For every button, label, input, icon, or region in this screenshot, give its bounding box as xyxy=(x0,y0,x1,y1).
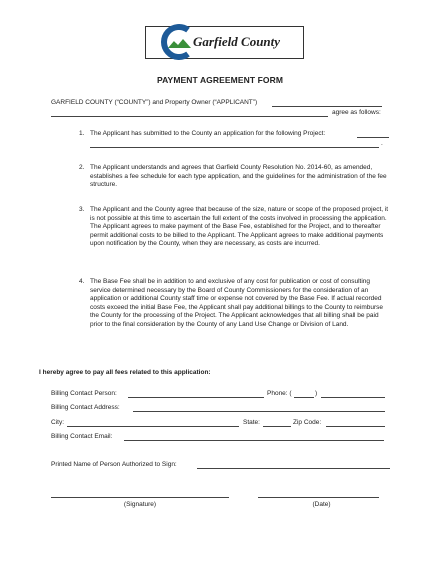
county-c-logo-icon xyxy=(160,22,194,62)
project-blank-1[interactable] xyxy=(357,137,389,138)
logo-text: Garfield County xyxy=(193,34,281,49)
city-field[interactable] xyxy=(67,426,239,427)
project-blank-2[interactable] xyxy=(90,147,379,148)
state-field[interactable] xyxy=(263,426,291,427)
signature-field[interactable] xyxy=(51,497,229,498)
intro-line-1: GARFIELD COUNTY (“COUNTY”) and Property Owner (“APPLICANT”) xyxy=(51,99,258,106)
intro-line-2-end: agree as follows: xyxy=(332,109,381,116)
billing-contact-address-label: Billing Contact Address: xyxy=(51,404,120,411)
printed-name-field[interactable] xyxy=(197,468,390,469)
item-3-number: 3. xyxy=(79,206,85,213)
billing-contact-email-label: Billing Contact Email: xyxy=(51,433,113,440)
item-1-text: The Applicant has submitted to the County an application for the following Project: xyxy=(90,130,326,137)
signature-label: (Signature) xyxy=(123,501,157,508)
state-label: State: xyxy=(243,419,260,426)
item-1-period: . xyxy=(381,140,383,147)
item-4-number: 4. xyxy=(79,278,85,285)
intro-blank-2[interactable] xyxy=(51,116,328,117)
phone-number-field[interactable] xyxy=(321,397,385,398)
item-2-text: The Applicant understands and agrees that Garfield County Resolution No. 2014-60, as amended, establishes a fee schedule for each type application, and the guidelines for the administration of the fee structure. xyxy=(90,164,387,189)
billing-contact-person-field[interactable] xyxy=(128,397,264,398)
agreement-heading: I hereby agree to pay all fees related to this application: xyxy=(39,369,211,376)
city-label: City: xyxy=(51,419,64,426)
intro-blank-1[interactable] xyxy=(272,106,382,107)
printed-name-label: Printed Name of Person Authorized to Sign: xyxy=(51,461,177,468)
zip-field[interactable] xyxy=(326,426,385,427)
phone-label: Phone: ( xyxy=(267,390,292,397)
item-1-number: 1. xyxy=(79,130,85,137)
item-2-number: 2. xyxy=(79,164,85,171)
billing-contact-person-label: Billing Contact Person: xyxy=(51,390,117,397)
form-title: PAYMENT AGREEMENT FORM xyxy=(156,75,284,85)
date-field[interactable] xyxy=(258,497,379,498)
billing-contact-address-field[interactable] xyxy=(133,411,385,412)
phone-close-paren: ) xyxy=(315,390,318,397)
billing-contact-email-field[interactable] xyxy=(124,440,384,441)
date-label: (Date) xyxy=(312,501,331,508)
phone-area-code-field[interactable] xyxy=(294,397,314,398)
zip-label: Zip Code: xyxy=(293,419,322,426)
item-3-text: The Applicant and the County agree that because of the size, nature or scope of the proposed project, it is not possible at this time to ascertain the full extent of the costs involved in processing the application. The Applicant agrees to make payment of the Base Fee, established for the Project, and to thereafter permit additional costs to be billed to the Applicant. The Applicant agrees to make additional payments upon notification by the County, when they are necessary, as costs are incurred. xyxy=(90,206,389,248)
item-4-text: The Base Fee shall be in addition to and exclusive of any cost for publication or cost of consulting service determined necessary by the Board of County Commissioners for the consideration of an application or additional County staff time or expense not covered by the Base Fee. If actual recorded costs exceed the initial Base Fee, the Applicant shall pay additional billings to the County to reimburse the County for the processing of the Project. The Applicant acknowledges that all billing shall be paid prior to the final consideration by the County of any Land Use Change or Division of Land. xyxy=(90,278,384,328)
